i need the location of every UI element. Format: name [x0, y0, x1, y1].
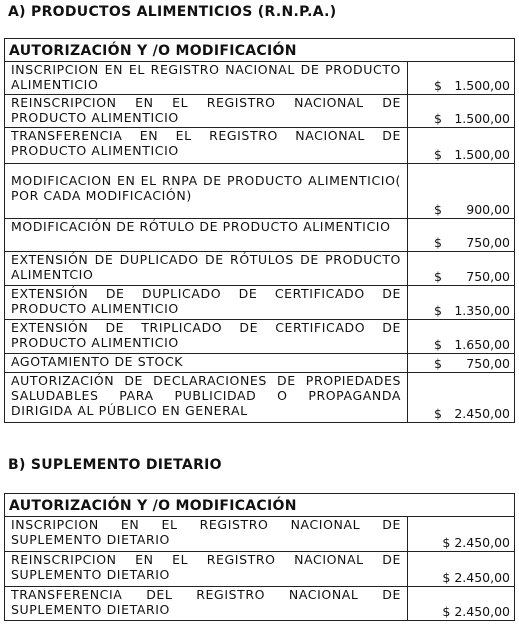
fee-description: EXTENSIÓN DE TRIPLICADO DE CERTIFICADO DE PRODUCTO ALIMENTICIO: [5, 320, 408, 354]
fee-description: TRANSFERENCIA DEL REGISTRO NACIONAL DE SUPLEMENTO DIETARIO: [5, 587, 408, 621]
currency-symbol: $: [434, 406, 442, 421]
table-row: [5, 552, 515, 587]
fee-price: [408, 62, 515, 95]
table-row: [5, 62, 515, 95]
fee-amount: 900,00: [466, 202, 511, 217]
fee-table-food-products: [4, 38, 515, 423]
currency-symbol: $: [434, 269, 442, 284]
fee-description: REINSCRIPCION EN EL REGISTRO NACIONAL DE PRODUCTO ALIMENTICIO: [5, 95, 408, 128]
table-header-row: [5, 39, 515, 62]
table-row: [5, 354, 515, 373]
currency-symbol: $: [434, 78, 442, 93]
table-row: [5, 373, 515, 423]
table-row: [5, 252, 515, 286]
fee-table-dietary-supplement: [4, 493, 515, 621]
currency-symbol: $: [434, 111, 442, 126]
fee-price: [408, 552, 515, 587]
fee-description: MODIFICACIÓN DE RÓTULO DE PRODUCTO ALIMENTICIO: [5, 219, 408, 252]
table-header: AUTORIZACIÓN Y /O MODIFICACIÓN: [5, 494, 515, 517]
fee-price: [408, 517, 515, 552]
currency-symbol: $: [434, 356, 442, 371]
currency-symbol: $: [434, 235, 442, 250]
fee-amount: 2.450,00: [454, 406, 511, 421]
fee-price: [408, 95, 515, 128]
section-b-title: B) SUPLEMENTO DIETARIO: [8, 457, 222, 473]
fee-amount: 750,00: [466, 235, 511, 250]
table-row: [5, 286, 515, 320]
fee-description: REINSCRIPCION EN EL REGISTRO NACIONAL DE SUPLEMENTO DIETARIO: [5, 552, 408, 587]
table-row: [5, 128, 515, 164]
table-header: AUTORIZACIÓN Y /O MODIFICACIÓN: [5, 39, 515, 62]
currency-symbol: $: [442, 604, 451, 619]
fee-description: INSCRIPCION EN EL REGISTRO NACIONAL DE SUPLEMENTO DIETARIO: [5, 517, 408, 552]
table-header-row: [5, 494, 515, 517]
table-row: [5, 587, 515, 621]
fee-amount: 1.650,00: [454, 337, 511, 352]
table-row: [5, 517, 515, 552]
fee-description: EXTENSIÓN DE DUPLICADO DE CERTIFICADO DE PRODUCTO ALIMENTICIO: [5, 286, 408, 320]
currency-symbol: $: [434, 202, 442, 217]
fee-description: AGOTAMIENTO DE STOCK: [5, 354, 408, 373]
fee-description: AUTORIZACIÓN DE DECLARACIONES DE PROPIEDADES SALUDABLES PARA PUBLICIDAD O PROPAGANDA DIRIGIDA AL PÚBLICO EN GENERAL: [5, 373, 408, 423]
fee-amount: 1.350,00: [454, 303, 511, 318]
table-row: [5, 164, 515, 219]
fee-amount: 2.450,00: [454, 535, 511, 550]
fee-price: [408, 164, 515, 219]
fee-price: [408, 587, 515, 621]
fee-amount: 750,00: [466, 269, 511, 284]
table-row: [5, 219, 515, 252]
currency-symbol: $: [442, 570, 451, 585]
fee-amount: 1.500,00: [454, 78, 511, 93]
currency-symbol: $: [434, 337, 442, 352]
fee-amount: 2.450,00: [454, 570, 511, 585]
fee-description: EXTENSIÓN DE DUPLICADO DE RÓTULOS DE PRODUCTO ALIMENTCIO: [5, 252, 408, 286]
table-row: [5, 320, 515, 354]
fee-amount: 1.500,00: [454, 111, 511, 126]
fee-amount: 750,00: [466, 356, 511, 371]
fee-price: [408, 354, 515, 373]
fee-price: [408, 128, 515, 164]
table-row: [5, 95, 515, 128]
fee-amount: 1.500,00: [454, 147, 511, 162]
fee-price: [408, 320, 515, 354]
fee-price: [408, 286, 515, 320]
fee-description: MODIFICACION EN EL RNPA DE PRODUCTO ALIMENTICIO( POR CADA MODIFICACIÓN): [5, 164, 408, 219]
fee-description: INSCRIPCION EN EL REGISTRO NACIONAL DE PRODUCTO ALIMENTICIO: [5, 62, 408, 95]
fee-price: [408, 219, 515, 252]
section-a-title: A) PRODUCTOS ALIMENTICIOS (R.N.P.A.): [8, 4, 337, 20]
fee-price: [408, 373, 515, 423]
currency-symbol: $: [442, 535, 451, 550]
currency-symbol: $: [434, 147, 442, 162]
currency-symbol: $: [434, 303, 442, 318]
fee-amount: 2.450,00: [454, 604, 511, 619]
fee-price: [408, 252, 515, 286]
fee-description: TRANSFERENCIA EN EL REGISTRO NACIONAL DE PRODUCTO ALIMENTICIO: [5, 128, 408, 164]
